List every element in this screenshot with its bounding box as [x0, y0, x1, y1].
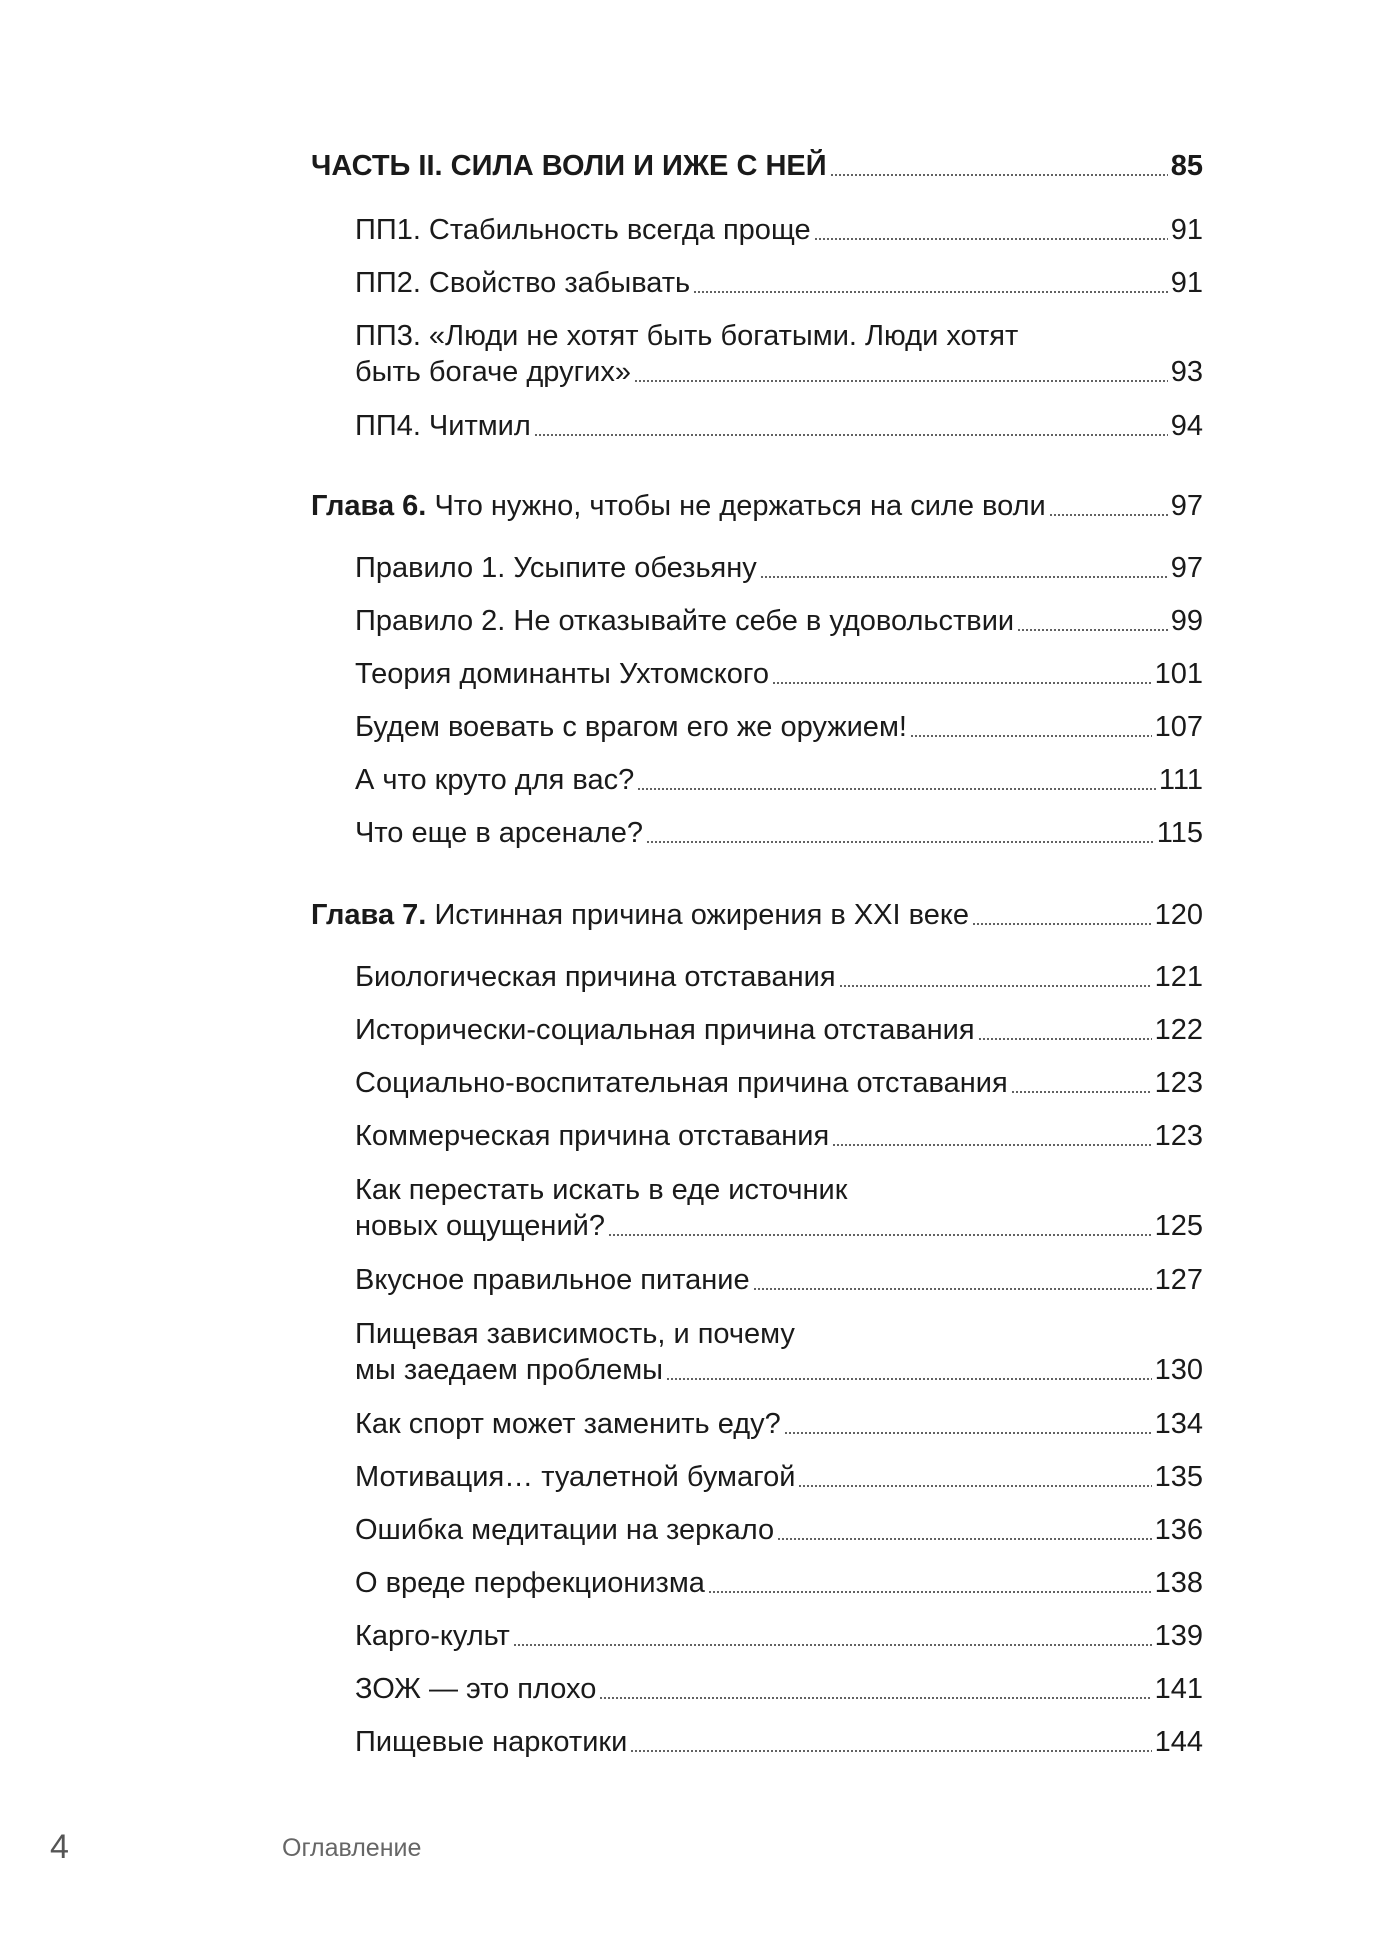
leader-dots — [630, 1750, 1151, 1752]
leader-dots — [760, 576, 1168, 578]
toc-entry-title: Ошибка медитации на зеркало — [355, 1514, 775, 1546]
toc-entry — [355, 318, 1203, 390]
toc-page-number: 121 — [1154, 961, 1203, 993]
leader-dots — [814, 238, 1168, 240]
toc-entry — [355, 1671, 1203, 1707]
footer-section-title: Оглавление — [282, 1834, 422, 1862]
toc-entry-title: Биологическая причина отставания — [355, 961, 836, 993]
toc-entry — [355, 408, 1203, 444]
toc-page-number: 125 — [1154, 1210, 1203, 1242]
chapter-label: Глава 6. — [311, 490, 427, 522]
toc-entry-title: Пищевые наркотики — [355, 1726, 628, 1758]
leader-dots — [1011, 1091, 1152, 1093]
toc-entry-title: Теория доминанты Ухтомского — [355, 658, 769, 690]
toc-page-number: 141 — [1154, 1673, 1203, 1705]
toc-entry-title-line2: новых ощущений? — [355, 1210, 605, 1242]
toc-entry-title: А что круто для вас? — [355, 764, 635, 796]
toc-page-number: 85 — [1170, 150, 1203, 182]
toc-entry-title: Исторически-социальная причина отставания — [355, 1014, 975, 1046]
leader-dots — [772, 682, 1152, 684]
toc-entry-title: Социально-воспитательная причина отставания — [355, 1067, 1008, 1099]
leader-dots — [798, 1485, 1151, 1487]
leader-dots — [1049, 514, 1168, 516]
toc-entry-title: Истинная причина ожирения в XXI веке — [434, 899, 969, 931]
toc-entry — [355, 1459, 1203, 1495]
toc-page-number: 93 — [1170, 356, 1203, 388]
toc-page-number: 107 — [1154, 711, 1203, 743]
toc-page-number: 101 — [1154, 658, 1203, 690]
leader-dots — [646, 841, 1154, 843]
toc-page-number: 135 — [1154, 1461, 1203, 1493]
leader-dots — [634, 380, 1168, 382]
toc-entry-title-line1: Пищевая зависимость, и почему — [355, 1318, 795, 1350]
toc-entry-title-line1: ПП3. «Люди не хотят быть богатыми. Люди хотят — [355, 320, 1019, 352]
toc-entry-title: Будем воевать с врагом его же оружием! — [355, 711, 907, 743]
leader-dots — [666, 1378, 1152, 1380]
toc-entry-title: Что нужно, чтобы не держаться на силе воли — [434, 490, 1046, 522]
toc-entry-title: ЧАСТЬ II. СИЛА ВОЛИ И ИЖЕ С НЕЙ — [311, 150, 827, 182]
leader-dots — [513, 1644, 1152, 1646]
toc-page-number: 139 — [1154, 1620, 1203, 1652]
toc-entry — [355, 1565, 1203, 1601]
leader-dots — [599, 1697, 1151, 1699]
leader-dots — [708, 1591, 1152, 1593]
toc-page-number: 97 — [1170, 490, 1203, 522]
toc-entry — [355, 1724, 1203, 1760]
toc-entry-title: Карго-культ — [355, 1620, 510, 1652]
leader-dots — [693, 291, 1168, 293]
leader-dots — [753, 1288, 1152, 1290]
toc-entry — [355, 1316, 1203, 1388]
toc-entry-title: Вкусное правильное питание — [355, 1264, 750, 1296]
toc-page-number: 136 — [1154, 1514, 1203, 1546]
toc-entry — [355, 656, 1203, 692]
toc-page-number: 111 — [1158, 764, 1203, 796]
toc-entry — [355, 1512, 1203, 1548]
toc-entry-title: Как спорт может заменить еду? — [355, 1408, 781, 1440]
toc-page-number: 91 — [1170, 214, 1203, 246]
toc-entry — [355, 959, 1203, 995]
toc-entry — [355, 265, 1203, 301]
toc-page-number: 127 — [1154, 1264, 1203, 1296]
leader-dots — [608, 1234, 1152, 1236]
toc-entry — [355, 603, 1203, 639]
leader-dots — [978, 1038, 1152, 1040]
toc-entry — [355, 709, 1203, 745]
toc-entry-title: ЗОЖ — это плохо — [355, 1673, 597, 1705]
toc-entry — [355, 815, 1203, 851]
leader-dots — [972, 923, 1152, 925]
leader-dots — [1017, 629, 1168, 631]
toc-page-number: 91 — [1170, 267, 1203, 299]
toc-entry-title: ПП2. Свойство забывать — [355, 267, 691, 299]
footer-page-number: 4 — [50, 1828, 69, 1866]
toc-entry-title: ПП4. Читмил — [355, 410, 531, 442]
toc-entry-title-line2: мы заедаем проблемы — [355, 1354, 664, 1386]
toc-page-number: 122 — [1154, 1014, 1203, 1046]
toc-entry-title: ПП1. Стабильность всегда проще — [355, 214, 811, 246]
toc-chapter-heading — [311, 488, 1203, 524]
toc-part-heading — [311, 148, 1203, 184]
toc-entry — [355, 1262, 1203, 1298]
leader-dots — [839, 985, 1152, 987]
toc-entry — [355, 1172, 1203, 1244]
toc-entry — [355, 212, 1203, 248]
leader-dots — [830, 174, 1168, 176]
toc-entry-title: Коммерческая причина отставания — [355, 1120, 830, 1152]
toc-page-number: 144 — [1154, 1726, 1203, 1758]
toc-entry-title: Мотивация… туалетной бумагой — [355, 1461, 796, 1493]
toc-entry — [355, 762, 1203, 798]
leader-dots — [910, 735, 1152, 737]
toc-chapter-heading — [311, 897, 1203, 933]
toc-page-number: 115 — [1156, 817, 1203, 849]
toc-entry — [355, 550, 1203, 586]
toc-entry-title: Что еще в арсенале? — [355, 817, 643, 849]
toc-entry — [355, 1618, 1203, 1654]
toc-entry — [355, 1065, 1203, 1101]
toc-page-number: 134 — [1154, 1408, 1203, 1440]
leader-dots — [784, 1432, 1152, 1434]
toc-page-number: 130 — [1154, 1354, 1203, 1386]
toc-entry — [355, 1012, 1203, 1048]
toc-entry — [355, 1118, 1203, 1154]
chapter-label: Глава 7. — [311, 899, 427, 931]
toc-entry — [355, 1406, 1203, 1442]
leader-dots — [832, 1144, 1151, 1146]
toc-entry-title-line2: быть богаче других» — [355, 356, 631, 388]
leader-dots — [777, 1538, 1152, 1540]
leader-dots — [637, 788, 1156, 790]
toc-page-number: 138 — [1154, 1567, 1203, 1599]
toc-entry-title: Правило 2. Не отказывайте себе в удовольствии — [355, 605, 1015, 637]
toc-page-number: 123 — [1154, 1067, 1203, 1099]
toc-page-number: 123 — [1154, 1120, 1203, 1152]
toc-page-number: 94 — [1170, 410, 1203, 442]
toc-page-number: 99 — [1170, 605, 1203, 637]
toc-page-number: 97 — [1170, 552, 1203, 584]
leader-dots — [534, 434, 1168, 436]
toc-entry-title-line1: Как перестать искать в еде источник — [355, 1174, 848, 1206]
toc-entry-title: О вреде перфекционизма — [355, 1567, 705, 1599]
toc-entry-title: Правило 1. Усыпите обезьяну — [355, 552, 757, 584]
toc-page-number: 120 — [1154, 899, 1203, 931]
